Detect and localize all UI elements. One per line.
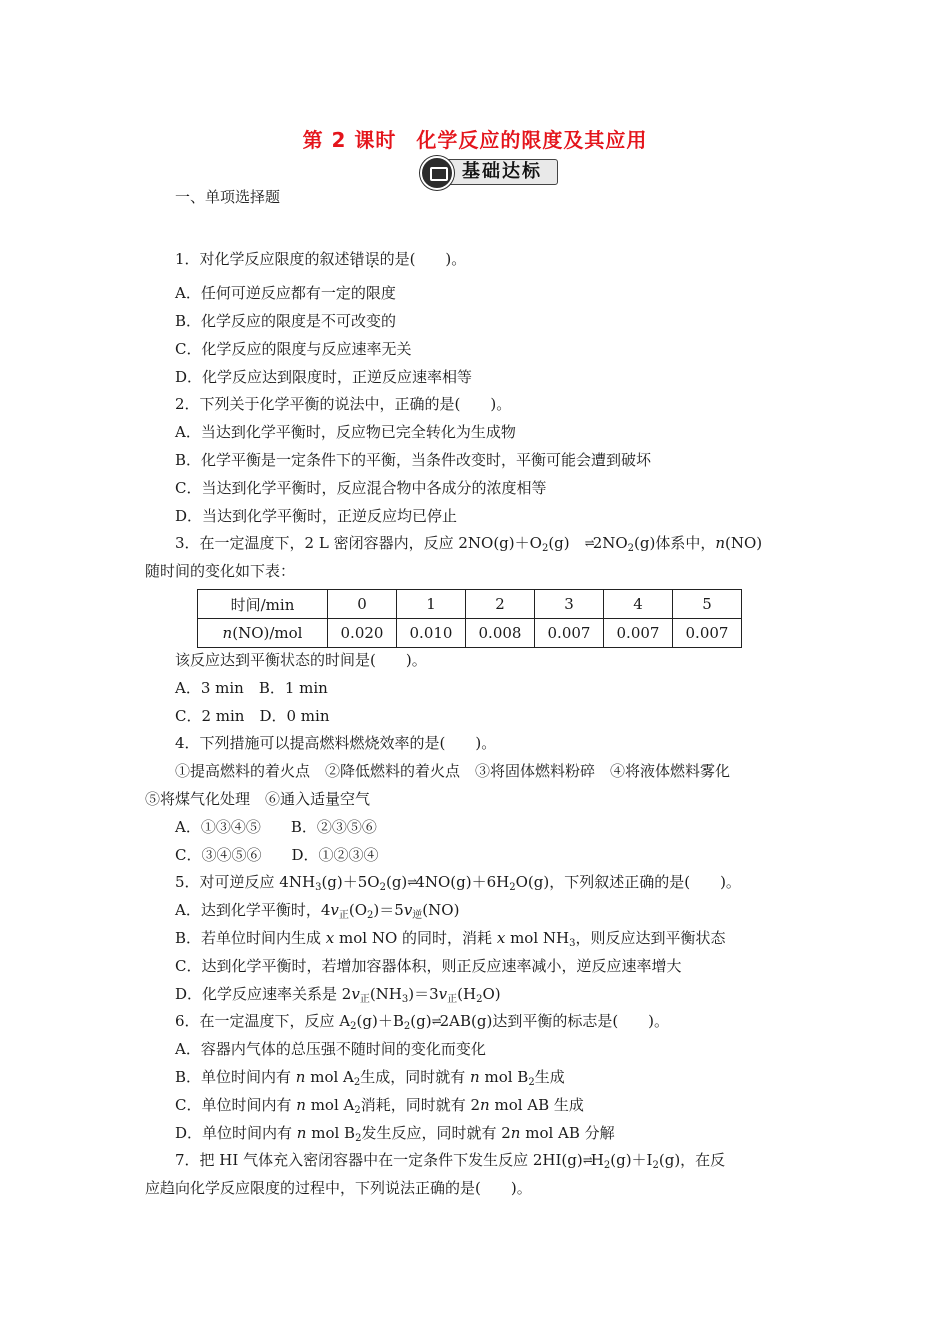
- q7-text: (g)＋I: [610, 1151, 653, 1169]
- q5b-text: mol NH: [505, 929, 570, 947]
- table-cell: 2: [466, 590, 535, 619]
- q3-text: 3．在一定温度下，2 L 密闭容器内，反应 2NO(g)＋O: [175, 534, 542, 552]
- table-row: [198, 619, 742, 648]
- question-1-stem: [175, 249, 466, 269]
- q6d-text: mol AB 分解: [520, 1124, 615, 1142]
- q5a-sub: 2: [367, 910, 374, 921]
- q2-option-b: B．化学平衡是一定条件下的平衡，当条件改变时，平衡可能会遭到破坏: [175, 451, 652, 469]
- q6b-sub: 2: [353, 1077, 361, 1088]
- q6-text: 2AB(g)达到平衡的标志是( )。: [439, 1012, 670, 1030]
- q4-options-cd: C．③④⑤⑥ D．①②③④: [175, 846, 379, 864]
- page-title: [0, 124, 950, 153]
- q6d-sub: 2: [355, 1133, 362, 1144]
- table-cell: 0.010: [397, 619, 466, 648]
- q5-option-a: [175, 900, 459, 920]
- q6b-text: 生成，同时就有: [360, 1068, 471, 1086]
- q5d-text: )＝3: [408, 985, 439, 1003]
- q6b-text: mol B: [479, 1068, 529, 1086]
- q1-stem-post: 的是( )。: [379, 250, 467, 268]
- q2-option-a: A．当达到化学平衡时，反应物已完全转化为生成物: [175, 423, 516, 441]
- q6-sub: 2: [403, 1021, 411, 1032]
- table-cell: 0: [328, 590, 397, 619]
- table-cell: 1: [397, 590, 466, 619]
- q1-emphasis-1: 错: [349, 250, 365, 268]
- table-row: [198, 590, 742, 619]
- q5-option-c: C．达到化学平衡时，若增加容器体积，则正反应速率减小，逆反应速率增大: [175, 957, 682, 975]
- q6b-text: 生成: [534, 1068, 565, 1086]
- equilibrium-arrow-icon: ⇌: [582, 1153, 591, 1167]
- q6-text: (g)＋B: [356, 1012, 404, 1030]
- q2-option-c: C．当达到化学平衡时，反应混合物中各成分的浓度相等: [175, 479, 547, 497]
- question-2-stem: 2．下列关于化学平衡的说法中，正确的是( )。: [175, 395, 512, 413]
- q5d-text: D．化学反应速率关系是 2: [175, 985, 352, 1003]
- q3-text: (g): [548, 534, 570, 552]
- q6-sub: 2: [350, 1021, 357, 1032]
- q3-options-cd: C．2 min D．0 min: [175, 707, 330, 725]
- q6-option-b: [175, 1067, 565, 1087]
- lesson-topic: 化学反应的限度及其应用: [416, 128, 648, 152]
- q4-options-ab: A．①③④⑤ B．②③⑤⑥: [175, 818, 377, 836]
- q5b-x: x: [325, 929, 335, 947]
- q6-text: 6．在一定温度下，反应 A: [175, 1012, 351, 1030]
- q1-option-b: B．化学反应的限度是不可改变的: [175, 312, 397, 330]
- q6d-n: n: [296, 1124, 307, 1142]
- q3-italic-n: n: [715, 534, 726, 552]
- q6c-text: mol A: [305, 1096, 355, 1114]
- q6-option-c: [175, 1095, 584, 1115]
- table-cell: 0.020: [328, 619, 397, 648]
- banner-label: 基础达标: [446, 159, 558, 185]
- q7-sub: 2: [652, 1160, 659, 1171]
- q3-text: (NO): [725, 534, 763, 552]
- section-heading: 一、单项选择题: [175, 188, 281, 206]
- q5-text: (g)＋5O: [321, 873, 380, 891]
- q6b-n: n: [295, 1068, 306, 1086]
- q6c-text: 消耗，同时就有 2: [360, 1096, 481, 1114]
- equilibrium-arrow-icon: ⇌: [407, 875, 416, 889]
- q5b-text: B．若单位时间内生成: [175, 929, 326, 947]
- q5-option-b: [175, 928, 725, 948]
- q5d-text: (H: [457, 985, 477, 1003]
- q5b-text: mol NO 的同时，消耗: [334, 929, 497, 947]
- table-row-label: (NO)/mol: [232, 624, 303, 642]
- q1-option-d: D．化学反应达到限度时，正逆反应速率相等: [175, 368, 473, 386]
- q6b-text: mol A: [305, 1068, 354, 1086]
- q2-option-d: D．当达到化学平衡时，正逆反应均已停止: [175, 507, 458, 525]
- table-cell: 0.007: [604, 619, 673, 648]
- table-header-time: 时间/min: [198, 590, 328, 619]
- q7-text: 7．把 HI 气体充入密闭容器中在一定条件下发生反应 2HI(g): [175, 1151, 583, 1169]
- q6b-sub: 2: [528, 1077, 535, 1088]
- q5a-sub: 正: [338, 910, 349, 921]
- q5a-text: (NO): [422, 901, 460, 919]
- q6c-sub: 2: [354, 1105, 361, 1116]
- q5d-sub: 2: [476, 994, 483, 1005]
- q5d-sub: 正: [359, 994, 370, 1005]
- q6c-text: C．单位时间内有: [175, 1096, 297, 1114]
- q5a-v: v: [330, 901, 339, 919]
- q5-text: (g): [385, 873, 408, 891]
- question-6-stem: [175, 1011, 669, 1032]
- q5-sub: 2: [379, 882, 386, 893]
- q5a-text: )＝5: [373, 901, 404, 919]
- equilibrium-arrow-icon: ⇌: [584, 536, 593, 550]
- q7-sub: 2: [603, 1160, 611, 1171]
- no-concentration-table: [197, 589, 742, 648]
- q5-option-d: [175, 984, 501, 1004]
- q1-stem-pre: 1．对化学反应限度的叙述: [175, 250, 350, 268]
- question-3-stem-cont: 随时间的变化如下表：: [145, 562, 296, 580]
- q5a-sub: 逆: [412, 910, 423, 921]
- q6-option-d: [175, 1123, 615, 1143]
- table-header-n-no: [198, 619, 328, 648]
- q5a-text: A．达到化学平衡时，4: [175, 901, 331, 919]
- question-5-stem: [175, 872, 741, 893]
- equilibrium-arrow-icon: ⇌: [431, 1014, 440, 1028]
- q5b-text: ，则反应达到平衡状态: [575, 929, 726, 947]
- q6b-text: B．单位时间内有: [175, 1068, 296, 1086]
- q6-option-a: A．容器内气体的总压强不随时间的变化而变化: [175, 1040, 486, 1058]
- q6d-n: n: [510, 1124, 521, 1142]
- q6c-text: mol AB 生成: [489, 1096, 584, 1114]
- q6d-text: 发生反应，同时就有 2: [361, 1124, 511, 1142]
- q3-sub: 2: [541, 543, 549, 554]
- table-cell: 0.007: [535, 619, 604, 648]
- table-cell: 0.007: [673, 619, 742, 648]
- q3-options-ab: A．3 min B．1 min: [175, 679, 328, 697]
- q5d-text: O): [482, 985, 501, 1003]
- q1-option-a: A．任何可逆反应都有一定的限度: [175, 284, 396, 302]
- q5a-text: (O: [348, 901, 368, 919]
- q4-items-line-1: ①提高燃料的着火点 ②降低燃料的着火点 ③将固体燃料粉碎 ④将液体燃料雾化: [175, 762, 731, 780]
- q5-text: 5．对可逆反应 4NH: [175, 873, 316, 891]
- table-cell: 5: [673, 590, 742, 619]
- q5-sub: 2: [509, 882, 516, 893]
- q1-option-c: C．化学反应的限度与反应速率无关: [175, 340, 412, 358]
- q5d-sub: 正: [447, 994, 458, 1005]
- q6c-n: n: [296, 1096, 306, 1114]
- table-cell: 0.008: [466, 619, 535, 648]
- q5d-v: v: [351, 985, 360, 1003]
- q5d-v: v: [438, 985, 448, 1003]
- q6d-text: mol B: [306, 1124, 356, 1142]
- q6c-n: n: [480, 1096, 490, 1114]
- table-cell: 3: [535, 590, 604, 619]
- q5-text: O(g)，下列叙述正确的是( )。: [515, 873, 741, 891]
- question-7-stem: [175, 1150, 725, 1171]
- question-7-stem-cont: 应趋向化学反应限度的过程中，下列说法正确的是( )。: [145, 1179, 532, 1197]
- q7-text: (g)，在反: [658, 1151, 726, 1169]
- q3-text: (g)体系中，: [634, 534, 716, 552]
- q5d-sub: 3: [401, 994, 409, 1005]
- q3-follow-up: 该反应达到平衡状态的时间是( )。: [175, 651, 427, 669]
- lesson-number: 第 2 课时: [302, 128, 397, 152]
- q3-text: 2NO: [592, 534, 628, 552]
- q5b-x: x: [496, 929, 506, 947]
- q7-text: H: [590, 1151, 604, 1169]
- q5-sub: 3: [315, 882, 322, 893]
- q6b-n: n: [470, 1068, 480, 1086]
- q5a-v: v: [403, 901, 413, 919]
- section-banner: [420, 156, 560, 188]
- q6-text: (g): [410, 1012, 432, 1030]
- q6d-text: D．单位时间内有: [175, 1124, 297, 1142]
- q5b-sub: 3: [569, 938, 576, 949]
- q3-sub: 2: [627, 543, 635, 554]
- q4-items-line-2: ⑤将煤气化处理 ⑥通入适量空气: [145, 790, 371, 808]
- q1-emphasis-2: 误: [364, 250, 380, 268]
- q5-text: 4NO(g)＋6H: [415, 873, 510, 891]
- table-cell: 4: [604, 590, 673, 619]
- question-3-stem: [175, 533, 762, 554]
- q5d-text: (NH: [369, 985, 402, 1003]
- table-italic-n: n: [222, 624, 233, 642]
- question-4-stem: 4．下列措施可以提高燃料燃烧效率的是( )。: [175, 734, 497, 752]
- book-badge-icon: [420, 156, 454, 190]
